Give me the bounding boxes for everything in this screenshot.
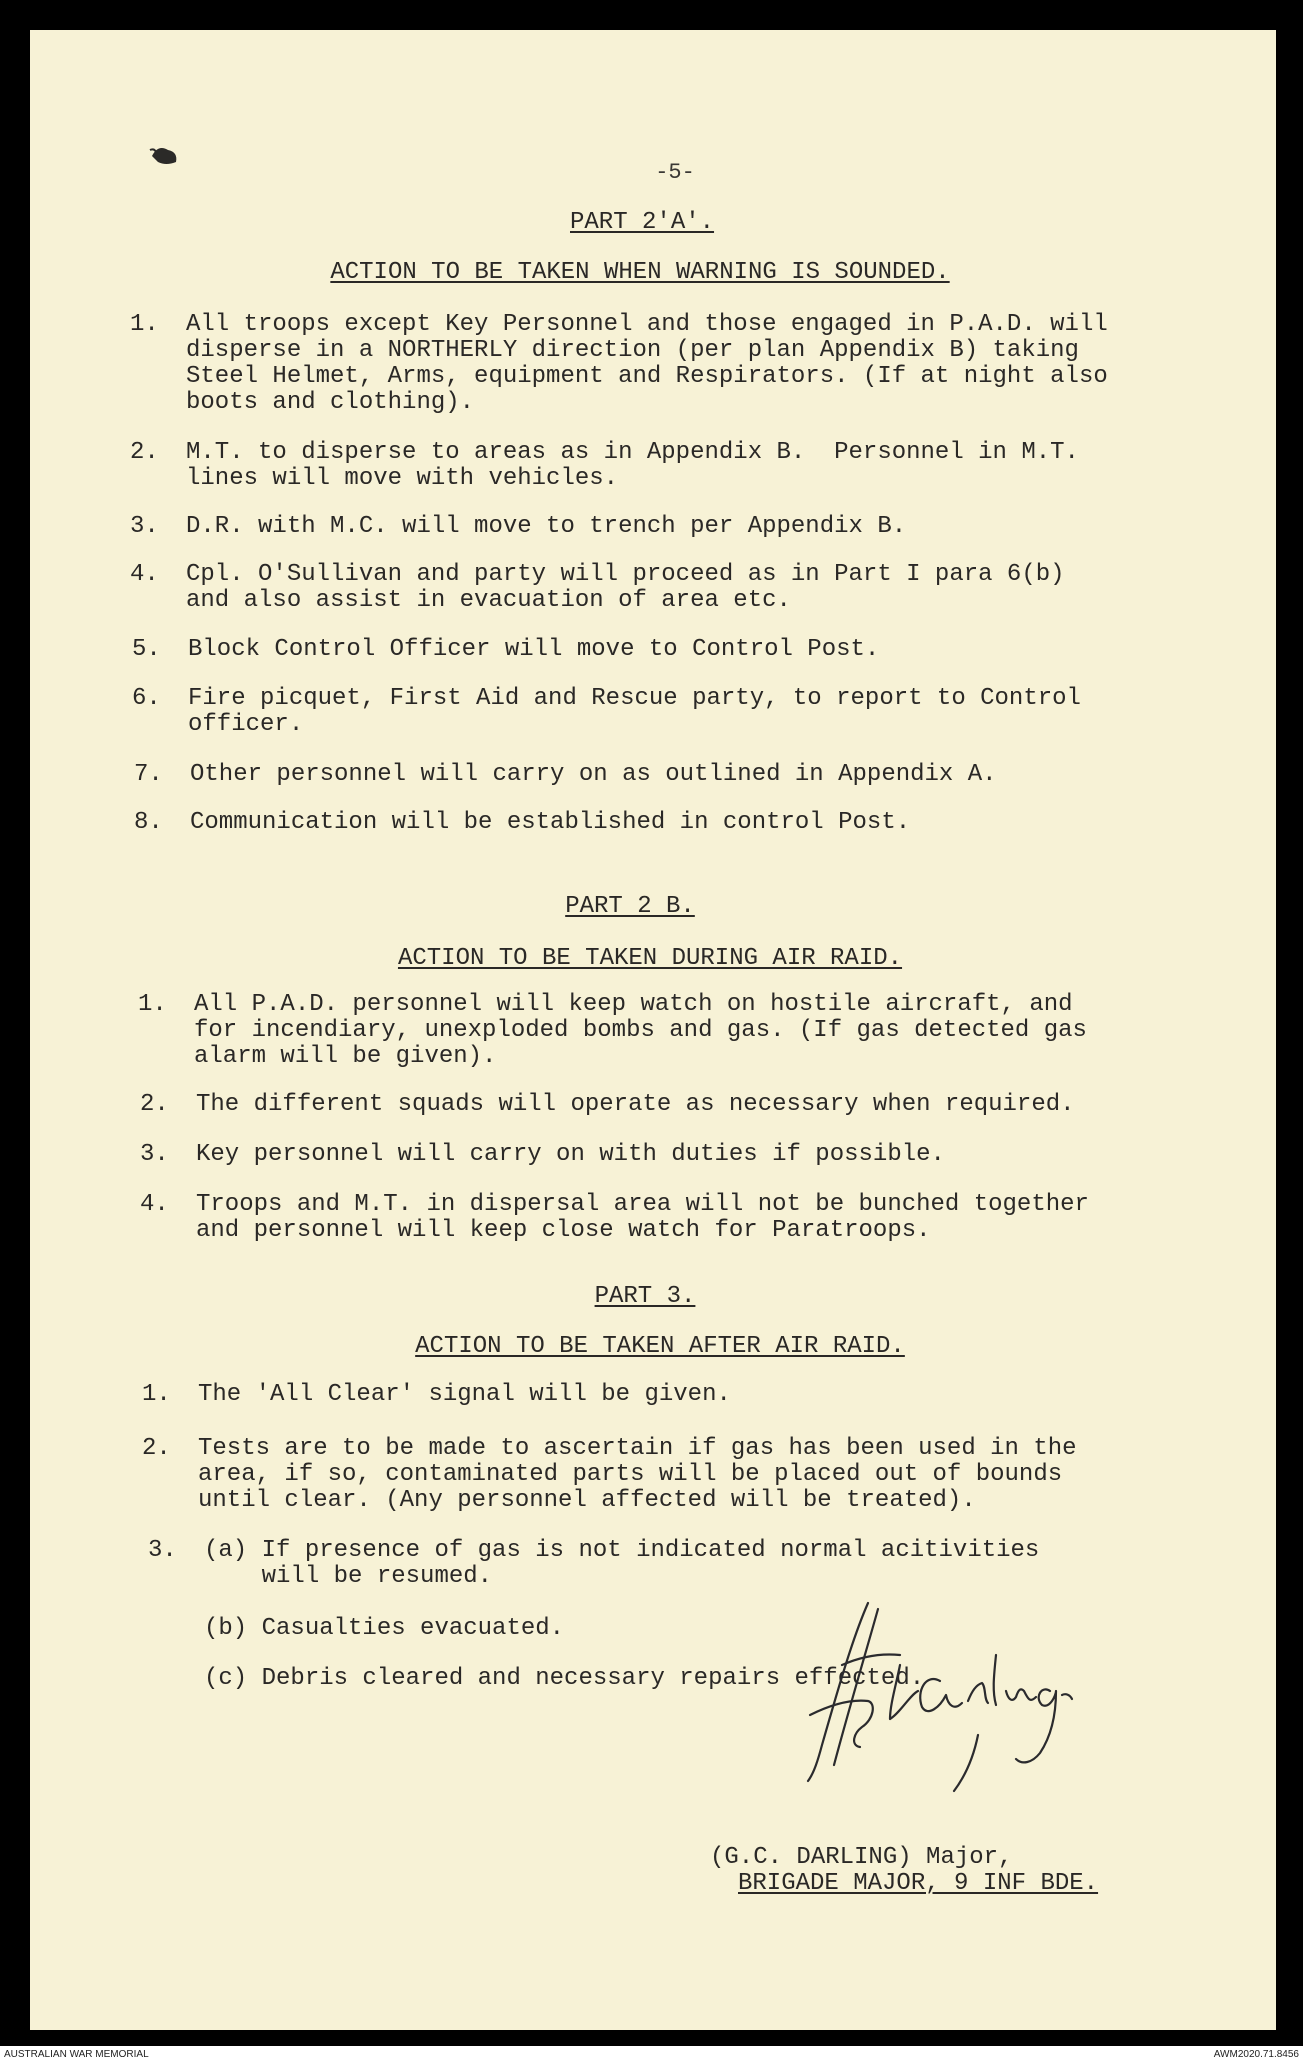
- part-3-title: PART 3.: [594, 1283, 696, 1310]
- item-number: 7.: [134, 761, 163, 788]
- page-number: -5-: [655, 160, 695, 185]
- item-text: Tests are to be made to ascertain if gas has been used in the area, if so, contaminated parts will be placed out of bounds until clear. (Any personnel affected will be treated).: [198, 1435, 1077, 1514]
- item-number: 5.: [132, 636, 161, 663]
- item-number: 2.: [140, 1091, 169, 1118]
- handwritten-signature: [750, 1595, 1110, 1805]
- part-3-sub-item-c: (c) Debris cleared and necessary repairs effected.: [204, 1665, 925, 1692]
- item-number: 3.: [148, 1537, 177, 1564]
- item-text: Troops and M.T. in dispersal area will not be bunched together and personnel will keep close watch for Paratroops.: [196, 1191, 1089, 1244]
- item-text: The 'All Clear' signal will be given.: [198, 1381, 731, 1408]
- item-text: All P.A.D. personnel will keep watch on hostile aircraft, and for incendiary, unexploded bombs and gas. (If gas detected gas alarm will be given).: [194, 991, 1087, 1070]
- item-number: 2.: [130, 439, 159, 466]
- item-text: The different squads will operate as necessary when required.: [196, 1091, 1075, 1118]
- part-2a-title: PART 2'A'.: [570, 209, 715, 236]
- footer-institution: AUSTRALIAN WAR MEMORIAL: [4, 2049, 149, 2060]
- item-text: All troops except Key Personnel and those engaged in P.A.D. will disperse in a NORTHERLY direction (per plan Appendix B) taking Steel Helmet, Arms, equipment and Respirators. (If at night also boots and clothing).: [186, 311, 1108, 416]
- item-text: Key personnel will carry on with duties if possible.: [196, 1141, 945, 1168]
- item-text: (a) If presence of gas is not indicated normal acitivities will be resumed.: [204, 1537, 1040, 1590]
- part-2b-subtitle: ACTION TO BE TAKEN DURING AIR RAID.: [397, 945, 903, 972]
- punch-hole-mark: [148, 142, 182, 168]
- item-number: 1.: [130, 311, 159, 338]
- item-text: M.T. to disperse to areas as in Appendix B. Personnel in M.T. lines will move with vehicles.: [186, 439, 1079, 492]
- item-text: Block Control Officer will move to Control Post.: [188, 636, 880, 663]
- footer-accession-number: AWM2020.71.8456: [1213, 2049, 1299, 2060]
- signer-name: (G.C. DARLING) Major,: [710, 1844, 1013, 1871]
- item-number: 4.: [140, 1191, 169, 1218]
- item-text: Fire picquet, First Aid and Rescue party, to report to Control officer.: [188, 685, 1081, 738]
- part-3-sub-item-b: (b) Casualties evacuated.: [204, 1615, 565, 1642]
- item-number: 4.: [130, 561, 159, 588]
- item-number: 3.: [130, 513, 159, 540]
- part-2a-subtitle: ACTION TO BE TAKEN WHEN WARNING IS SOUNDED.: [330, 259, 950, 286]
- part-3-subtitle: ACTION TO BE TAKEN AFTER AIR RAID.: [415, 1333, 905, 1360]
- item-number: 1.: [138, 991, 167, 1018]
- item-text: D.R. with M.C. will move to trench per Appendix B.: [186, 513, 907, 540]
- item-number: 8.: [134, 809, 163, 836]
- signer-title: BRIGADE MAJOR, 9 INF BDE.: [738, 1870, 1099, 1897]
- item-number: 3.: [140, 1141, 169, 1168]
- item-number: 2.: [142, 1435, 171, 1462]
- item-number: 1.: [142, 1381, 171, 1408]
- document-page: [30, 30, 1276, 2030]
- item-number: 6.: [132, 685, 161, 712]
- part-2b-title: PART 2 B.: [565, 893, 695, 920]
- item-text: Cpl. O'Sullivan and party will proceed as in Part I para 6(b) and also assist in evacuation of area etc.: [186, 561, 1065, 614]
- item-text: Other personnel will carry on as outlined in Appendix A.: [190, 761, 997, 788]
- item-text: Communication will be established in control Post.: [190, 809, 911, 836]
